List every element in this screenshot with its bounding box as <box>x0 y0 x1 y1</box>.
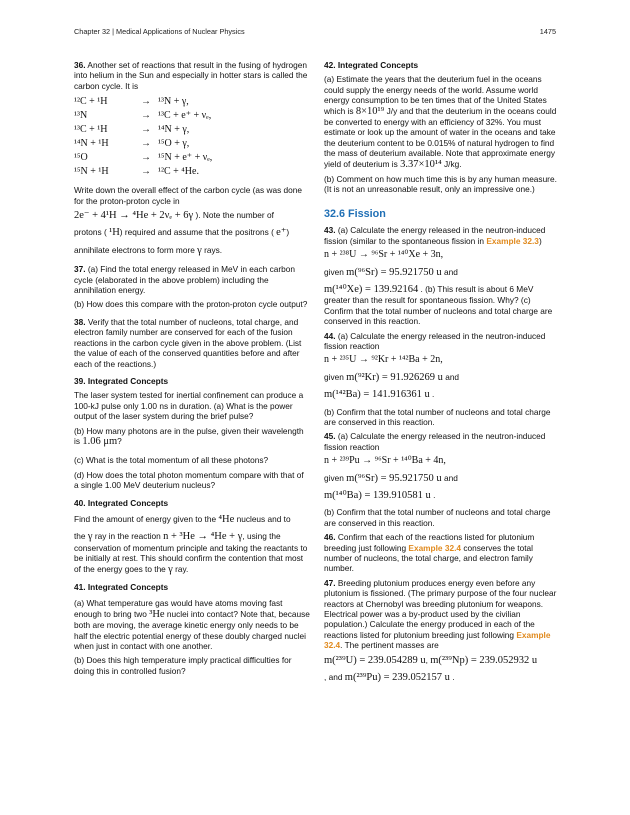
problem-text: , using the conservation of momentum principle and taking the reactants to be initially at rest. This should confirm the contention that most of the energy goes to the <box>74 531 308 574</box>
problem-40-text <box>74 514 310 525</box>
problem-text: (a) Calculate the energy released in the neutron-induced fission reaction <box>324 330 546 351</box>
problem-41-b <box>74 655 310 676</box>
reaction-rhs: ¹³N + γ, <box>158 96 189 108</box>
problem-39 <box>74 376 310 386</box>
problem-text: (b) How does this compare with the proton-proton cycle output? <box>74 299 308 310</box>
problem-43 <box>324 225 560 246</box>
proton-symbol: ¹H <box>109 227 120 239</box>
problem-text: Verify that the total number of nucleons, total charge, and electron family number are conserved for each of the fusion reactions in the carbon cycle given in the above problem. (List the value of each of the conserved quantities before and after each of the reactions.) <box>74 316 302 369</box>
wavelength-value: 1.06 μm <box>82 435 118 447</box>
reaction-arrow: → <box>141 110 151 122</box>
problem-39-c <box>74 455 310 465</box>
mass-value: m(¹⁴²Ba) = 141.916361 u <box>324 389 430 401</box>
problem-text: given <box>324 371 344 382</box>
problem-text: ) <box>538 235 542 246</box>
problem-text: (d) How does the total photon momentum compare with that of a single 1.00 MeV deuterium nucleus? <box>74 469 304 491</box>
problem-number: 39. <box>74 375 86 386</box>
reaction-row <box>74 95 310 109</box>
reaction-equation: n + ³He → ⁴He + γ <box>163 531 243 543</box>
problem-title: Integrated Concepts <box>87 497 169 508</box>
example-link[interactable]: Example 32.4 <box>324 629 551 651</box>
problem-43-given <box>324 267 560 278</box>
problem-number: 37. <box>74 264 86 275</box>
problem-47-masses <box>324 655 560 666</box>
problem-44-b <box>324 407 560 428</box>
reaction-rhs: ¹³C + e⁺ + νₑ, <box>158 110 212 122</box>
reaction-equation: n + ²³⁸U → ⁹⁶Sr + ¹⁴⁰Xe + 3n, <box>324 249 444 261</box>
problem-title: Integrated Concepts <box>87 375 169 386</box>
reaction-lhs: ¹⁵N + ¹H <box>74 166 109 178</box>
problem-46 <box>324 532 560 574</box>
reaction-arrow: → <box>141 138 151 150</box>
problem-43-b <box>324 284 560 327</box>
problem-text: nuclei into contact? Note that, <box>166 608 277 619</box>
problem-45 <box>324 431 560 452</box>
problem-text: ? <box>117 435 122 446</box>
example-link[interactable]: Example 32.4 <box>408 542 462 553</box>
problem-45-b <box>324 507 560 528</box>
problem-number: 47. <box>324 577 336 588</box>
reaction-row <box>74 123 310 137</box>
problem-47 <box>324 578 560 651</box>
gamma-symbol: γ <box>168 563 173 575</box>
energy-value: 8×10¹⁹ <box>355 105 385 117</box>
problem-text: , <box>425 654 428 665</box>
reaction-arrow: → <box>141 124 151 136</box>
problem-text: (b) Confirm that the total number of nucleons and total charge are conserved in this reaction. <box>324 406 551 427</box>
reaction-rhs: ¹⁵O + γ, <box>158 138 190 150</box>
problem-text: which is <box>324 105 354 116</box>
problem-text: (a) Calculate the energy released in the neutron-induced fission reaction <box>324 431 546 452</box>
chapter-title: Chapter 32 | Medical Applications of Nuclear Physics <box>74 27 245 36</box>
gamma-symbol: γ <box>197 244 202 256</box>
problem-41 <box>74 582 310 592</box>
section-heading: 32.6 Fission <box>324 207 386 220</box>
problem-text: enough to bring two <box>74 608 147 619</box>
problem-text: , and <box>324 672 343 683</box>
problem-39-b <box>74 426 310 448</box>
problem-text: (b) Does this high temperature imply practical difficulties for doing this in controlled fusion? <box>74 655 292 676</box>
helium4-symbol: ⁴He <box>218 513 235 525</box>
problem-text: J/kg. <box>444 158 462 169</box>
problem-number: 38. <box>74 316 86 327</box>
page-number: 1475 <box>539 27 556 36</box>
mass-value: m(²³⁹Pu) = 239.052157 u <box>344 672 450 684</box>
problem-47-masses2 <box>324 672 560 683</box>
problem-number: 45. <box>324 431 336 442</box>
problem-text: (a) Find the total energy released in MeV in each carbon cycle (elaborated in the above problem) including the annihilation energy. <box>74 264 295 296</box>
problem-44-mass2 <box>324 389 560 400</box>
reaction-row <box>74 109 310 123</box>
problem-text: rays. <box>204 244 223 255</box>
reaction-lhs: ¹⁴N + ¹H <box>74 138 109 150</box>
problem-41-a <box>74 598 310 651</box>
overall-equation: 2e⁻ + 4¹H → ⁴He + 2νₑ + 6γ <box>74 210 194 222</box>
yield-value: 3.37×10¹⁴ <box>400 158 442 170</box>
problem-text: annihilate electrons to form more <box>74 244 195 255</box>
problem-text: . <box>433 490 436 500</box>
problem-text: . <box>432 389 435 400</box>
problem-text: . <box>452 672 455 683</box>
positron-symbol: e⁺ <box>276 227 287 239</box>
problem-40-text2 <box>74 531 310 575</box>
problem-text: ray. <box>175 563 189 574</box>
problem-text: approximate energy yield of deuterium is <box>324 148 556 169</box>
mass-value: m(⁹⁶Sr) = 95.921750 u <box>346 472 442 484</box>
mass-value: m(²³⁹Np) = 239.052932 u <box>430 654 538 666</box>
problem-42-a <box>324 74 560 170</box>
carbon-cycle-reactions <box>74 95 310 179</box>
reaction-equation: n + ²³⁵U → ⁹²Kr + ¹⁴²Ba + 2n, <box>324 354 443 366</box>
problem-text: . (b) This result is about 6 MeV greater than the result for spontaneous fission. Why? (c) Confirm that the total number of nucleons and total charge are conserved in this reaction. <box>324 283 553 327</box>
gamma-symbol: γ <box>87 531 93 543</box>
problem-36-text2 <box>74 185 310 206</box>
problem-39-d <box>74 470 310 491</box>
reaction-equation: n + ²³⁹Pu → ⁹⁶Sr + ¹⁴⁰Ba + 4n, <box>324 455 446 467</box>
problem-number: 40. <box>74 497 86 508</box>
reaction-row <box>74 137 310 151</box>
problem-37 <box>74 264 310 295</box>
problem-number: 43. <box>324 225 336 236</box>
problem-text: ) required and assume that the positrons ( <box>119 227 274 238</box>
problem-text: . The pertinent masses are <box>340 640 439 651</box>
problem-text: (a) Calculate the energy released in the neutron-induced fission (similar to the spontaneous fission in <box>324 225 546 246</box>
problem-text: nucleus and to <box>236 513 291 524</box>
problem-36-text4 <box>74 227 310 238</box>
problem-title: Integrated Concepts <box>87 582 169 592</box>
reaction-arrow: → <box>141 152 151 164</box>
problem-45-mass2 <box>324 490 560 501</box>
problem-text: J/y and that the deuterium in the oceans could be converted to energy with an efficiency of 32%. You must estimate or look up the amount of water in the oceans and take the deuterium content to be 0.015% of natural hydrogen to find the mass of deuterium available. Note that <box>324 105 557 159</box>
problem-text: (b) Comment on how much time this is by any human measure. (It is not an unreasonable result, only an impressive one.) <box>324 174 557 195</box>
problem-text: the <box>74 531 86 542</box>
reaction-arrow: → <box>141 96 151 108</box>
problem-44 <box>324 331 560 352</box>
right-column <box>324 60 560 688</box>
helium3-symbol: ³He <box>149 608 165 620</box>
problem-text: and <box>443 266 458 277</box>
problem-number: 44. <box>324 330 336 341</box>
problem-38 <box>74 317 310 369</box>
problem-text: (b) How many photons are in the pulse, given their wavelength is <box>74 425 304 446</box>
problem-text: The laser system tested for inertial confinement can produce a 100-kJ pulse only 1.00 ns in duration. (a) What is the power output of the laser system during the brief pulse? <box>74 390 304 422</box>
problem-39-a <box>74 390 310 421</box>
example-link[interactable]: Example 32.3 <box>486 235 539 246</box>
problem-title: Integrated Concepts <box>337 60 419 70</box>
page-header <box>74 27 556 39</box>
reaction-rhs: ¹⁴N + γ, <box>158 124 190 136</box>
mass-value: m(⁹²Kr) = 91.926269 u <box>346 371 443 383</box>
problem-text: (c) What is the total momentum of all these photons? <box>74 455 269 466</box>
problem-text: Write down the overall effect of the carbon cycle (as was done for the proton-proton cycle in <box>74 185 302 206</box>
problem-text: protons ( <box>74 227 107 238</box>
reaction-lhs: ¹²C + ¹H <box>74 96 108 108</box>
problem-text: ray in the reaction <box>94 531 161 542</box>
reaction-lhs: ¹³N <box>74 110 88 122</box>
problem-text: and <box>445 371 460 382</box>
problem-text: Another set of reactions that result in the fusing of hydrogen into helium in the Sun and especially in hotter stars is called the carbon cycle. It is <box>74 60 308 91</box>
problem-text: Breeding plutonium produces energy even before any plutonium is fissioned. (The primary purpose of the four nuclear reactors at Chernobyl was breeding plutonium for weapons. Electrical power was a by-product used by the civilian population.) Calculate the energy produced in each of the reactions listed for plutonium breeding just following <box>324 577 557 640</box>
problem-text: because both are moving, the average kinetic energy only needs to be half the electric potential energy of these doubly charged nuclei when just in contact with one another. <box>74 608 310 652</box>
reaction-lhs: ¹³C + ¹H <box>74 124 108 136</box>
problem-45-given <box>324 473 560 484</box>
problem-42 <box>324 60 560 70</box>
problem-text: and <box>443 472 458 483</box>
reaction-arrow: → <box>141 166 151 178</box>
reaction-rhs: ¹²C + ⁴He. <box>158 166 199 178</box>
problem-text: given <box>324 472 344 483</box>
problem-text: (a) Estimate the years that the deuterium fuel in the oceans could supply the energy needs of the world. Assume world energy consumption to be ten times that of the United States <box>324 74 547 106</box>
problem-number: 46. <box>324 532 336 543</box>
reaction-row <box>74 151 310 165</box>
problem-37-b <box>74 299 310 309</box>
problem-36 <box>74 60 310 91</box>
problem-text: (b) Confirm that the total number of nucleons and total charge are conserved in this reaction. <box>324 507 551 528</box>
reaction-lhs: ¹⁵O <box>74 152 88 164</box>
problem-36-text5 <box>74 245 310 256</box>
mass-value: m(⁹⁶Sr) = 95.921750 u <box>346 266 442 278</box>
problem-text: Confirm that each of the reactions listed for plutonium breeding just following <box>324 532 535 553</box>
problem-36-text3 <box>74 210 310 221</box>
problem-text: conserves the total number of nucleons, the total charge, and electron family number. <box>324 542 533 574</box>
problem-40 <box>74 498 310 508</box>
problem-text: Find the amount of energy given to the <box>74 513 217 524</box>
problem-42-b <box>324 174 560 195</box>
problem-text: ) <box>286 227 290 238</box>
problem-44-given <box>324 372 560 383</box>
problem-number: 36. <box>74 60 86 70</box>
problem-text: given <box>324 266 344 277</box>
problem-number: 42. <box>324 60 336 70</box>
problem-text: (a) What temperature gas would have atoms moving fast <box>74 598 283 609</box>
problem-text: ). Note the number of <box>195 210 274 221</box>
reaction-rhs: ¹⁵N + e⁺ + νₑ, <box>158 152 213 164</box>
problem-number: 41. <box>74 582 86 592</box>
mass-value: m(¹⁴⁰Ba) = 139.910581 u <box>324 490 431 501</box>
mass-value: m(²³⁹U) = 239.054289 u <box>324 654 426 666</box>
left-column <box>74 60 310 680</box>
reaction-row <box>74 165 310 179</box>
mass-value: m(¹⁴⁰Xe) = 139.92164 <box>324 283 419 295</box>
